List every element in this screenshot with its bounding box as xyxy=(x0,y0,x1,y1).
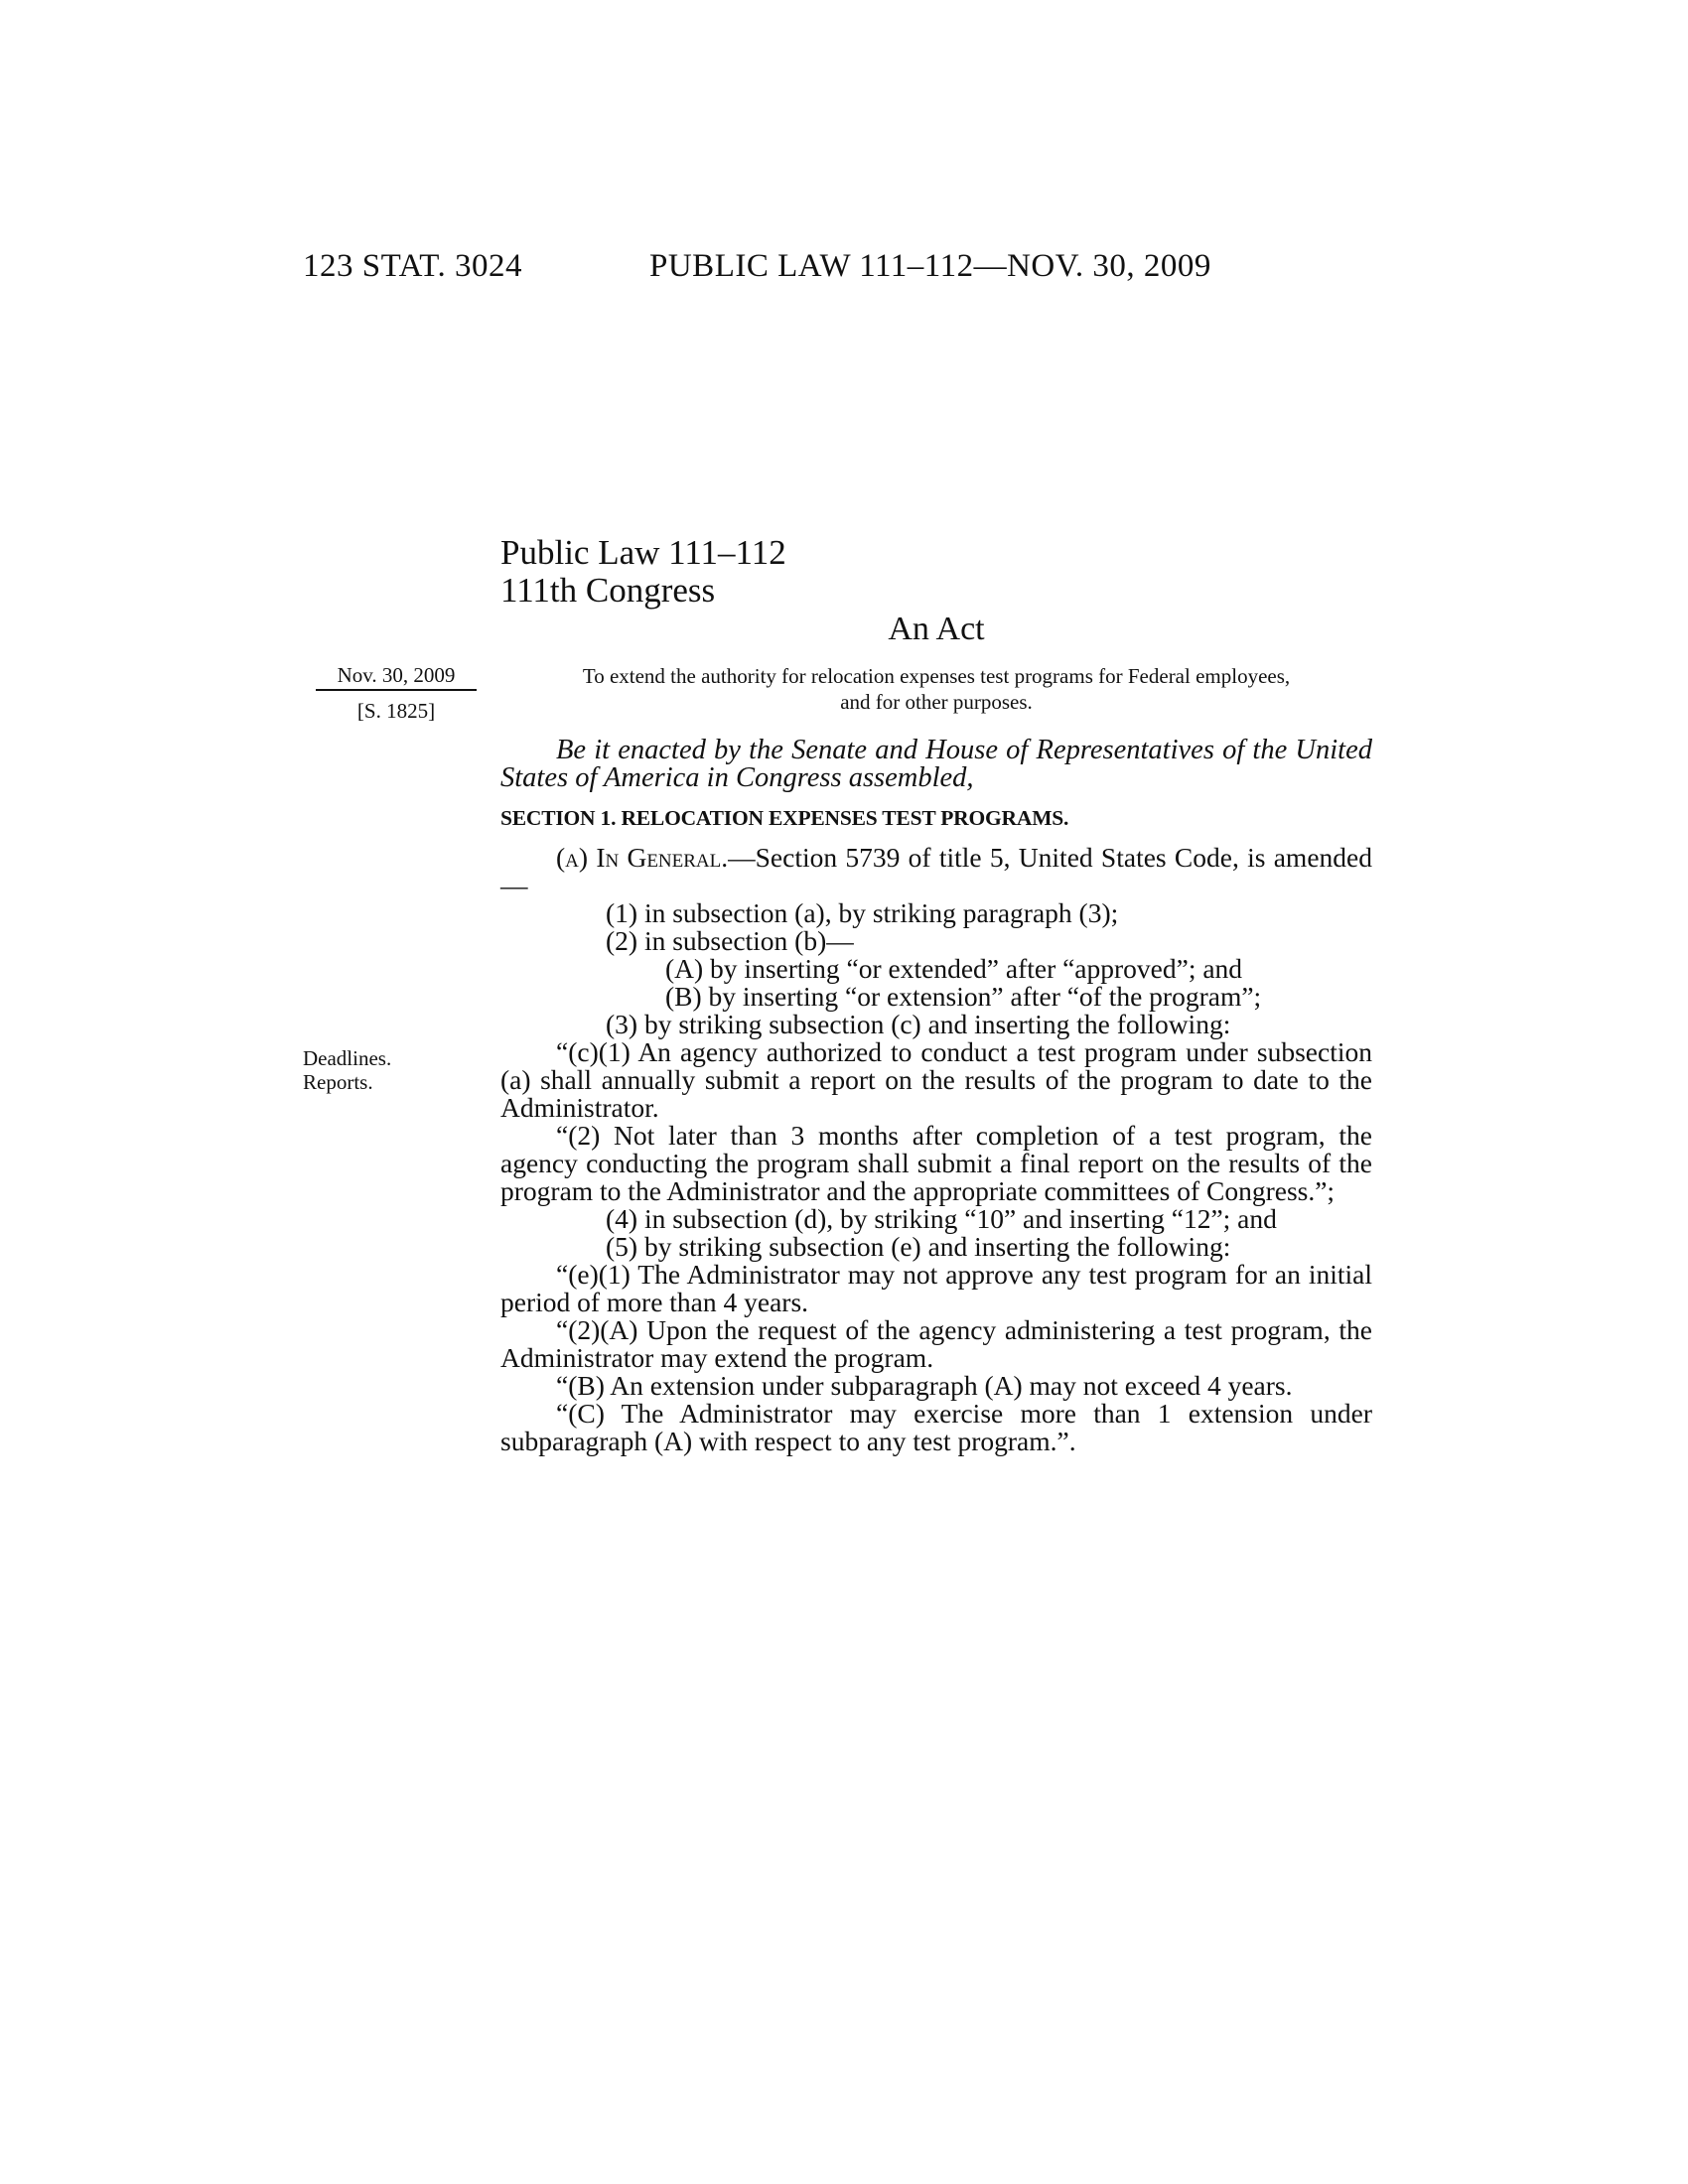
subparagraph-2a: (A) by inserting “or extended” after “approved”; and xyxy=(665,953,1243,984)
paragraph-4: (4) in subsection (d), by striking “10” and inserting “12”; and xyxy=(606,1203,1277,1234)
subparagraph-2b: (B) by inserting “or extension” after “of the program”; xyxy=(665,981,1262,1012)
section-heading: SECTION 1. RELOCATION EXPENSES TEST PROGRAMS. xyxy=(500,806,1069,830)
enacting-clause: Be it enacted by the Senate and House of Representatives of the United States of America in Congress assembled, xyxy=(500,735,1372,793)
paragraph-3: (3) by striking subsection (c) and inserting the following: xyxy=(606,1009,1231,1039)
quoted-e1: “(e)(1) The Administrator may not approve any test program for an initial period of more than 4 years. xyxy=(500,1259,1372,1317)
subsection-a-label: (a) In General. xyxy=(556,842,729,873)
margin-note-reports: Reports. xyxy=(303,1070,373,1094)
subsection-a xyxy=(500,844,1372,899)
margin-rule xyxy=(316,689,477,691)
margin-bill-number: [S. 1825] xyxy=(356,699,436,723)
act-title: An Act xyxy=(888,611,985,647)
quoted-c2: “(2) Not later than 3 months after completion of a test program, the agency conducting the program shall submit a final report on the results of the program to the Administrator and the appropriate committees of Congress.”; xyxy=(500,1120,1372,1206)
purpose-line-1: To extend the authority for relocation expenses test programs for Federal employees, xyxy=(582,664,1291,688)
margin-note-deadlines: Deadlines. xyxy=(303,1046,392,1070)
quoted-e2b: “(B) An extension under subparagraph (A) may not exceed 4 years. xyxy=(556,1370,1293,1401)
subsection-a-text: —Section 5739 of title 5, United States Code, is amended— xyxy=(500,842,1372,900)
paragraph-1: (1) in subsection (a), by striking paragraph (3); xyxy=(606,897,1119,928)
purpose-line-2: and for other purposes. xyxy=(840,690,1033,714)
act-body xyxy=(500,737,1372,1455)
congress-number: 111th Congress xyxy=(500,571,716,610)
quoted-c1: “(c)(1) An agency authorized to conduct a test program under subsection (a) shall annually submit a report on the results of the program to date to the Administrator. xyxy=(500,1036,1372,1123)
page-citation: 123 STAT. 3024 xyxy=(303,248,523,284)
public-law-number: Public Law 111–112 xyxy=(500,533,786,572)
running-header: PUBLIC LAW 111–112—NOV. 30, 2009 xyxy=(649,248,1211,284)
paragraph-2: (2) in subsection (b)— xyxy=(606,925,854,956)
quoted-e2a: “(2)(A) Upon the request of the agency administering a test program, the Administrator may extend the program. xyxy=(500,1314,1372,1373)
quoted-e2c: “(C) The Administrator may exercise more than 1 extension under subparagraph (A) with respect to any test program.”. xyxy=(500,1398,1372,1456)
margin-date: Nov. 30, 2009 xyxy=(337,663,456,687)
act-purpose xyxy=(500,663,1372,715)
paragraph-5: (5) by striking subsection (e) and inserting the following: xyxy=(606,1231,1231,1262)
